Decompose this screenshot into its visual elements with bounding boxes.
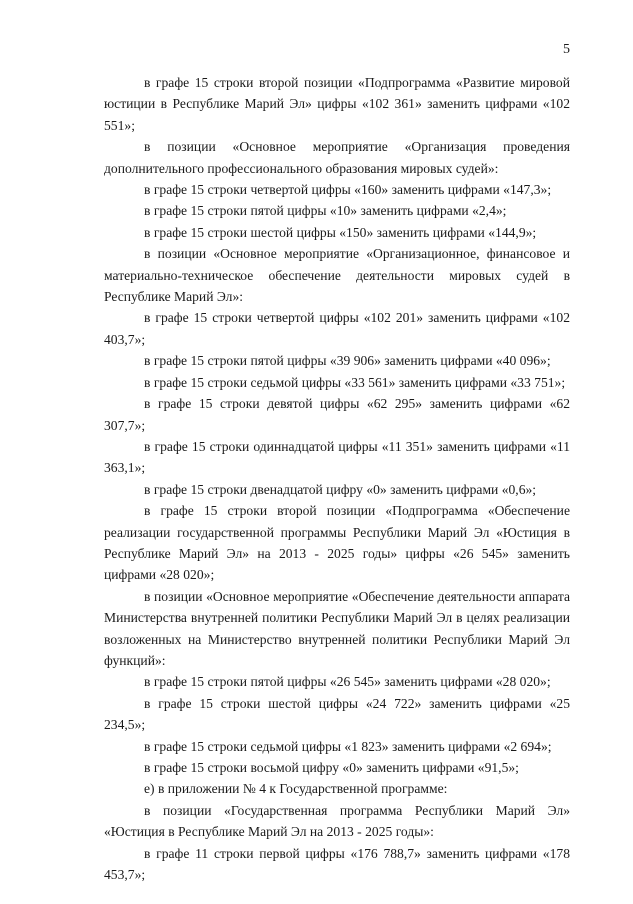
paragraph: в позиции «Основное мероприятие «Обеспечение деятельности аппарата Министерства внутренней политики Республики Марий Эл в целях реализации возложенных на Министерство внутренней политики Республики Марий Эл функций»: (104, 588, 570, 668)
paragraph: в графе 15 строки шестой цифры «24 722» заменить цифрами «25 234,5»; (104, 695, 570, 733)
paragraph: в графе 15 строки двенадцатой цифру «0» заменить цифрами «0,6»; (144, 481, 537, 497)
paragraph: в графе 15 строки четвертой цифры «102 201» заменить цифрами «102 403,7»; (104, 310, 570, 347)
paragraph: в позиции «Государственная программа Республики Марий Эл» «Юстиция в Республике Марий Эл на 2013 - 2025 годы»: (104, 802, 570, 840)
paragraph: в графе 11 строки первой цифры «176 788,7» заменить цифрами «178 453,7»; (104, 845, 570, 883)
paragraph: в графе 15 строки четвертой цифры «160» заменить цифрами «147,3»; (144, 182, 552, 198)
paragraph: в графе 15 строки второй позиции «Подпрограмма «Обеспечение реализации государственной программы Республики Марий Эл «Юстиция в Республике Марий Эл» на 2013 - 2025 годы» цифры «26 545» заменить цифрами «28 020»; (104, 503, 570, 583)
paragraph: в графе 15 строки седьмой цифры «33 561» заменить цифрами «33 751»; (144, 374, 566, 390)
paragraph: в графе 15 строки девятой цифры «62 295» заменить цифрами «62 307,7»; (104, 396, 570, 433)
paragraph: в графе 15 строки второй позиции «Подпрограмма «Развитие мировой юстиции в Республике Марий Эл» цифры «102 361» заменить цифрами «102 551»; (104, 75, 570, 133)
paragraph: в графе 15 строки пятой цифры «39 906» заменить цифрами «40 096»; (144, 353, 551, 369)
page-number: 5 (563, 42, 570, 57)
paragraph: е) в приложении № 4 к Государственной программе: (144, 781, 448, 797)
paragraph: в графе 15 строки седьмой цифры «1 823» заменить цифрами «2 694»; (144, 738, 552, 754)
document-body (104, 72, 570, 885)
paragraph: в позиции «Основное мероприятие «Организация проведения дополнительного профессионального образования мировых судей»: (104, 139, 570, 176)
paragraph: в графе 15 строки одиннадцатой цифры «11 351» заменить цифрами «11 363,1»; (104, 438, 570, 476)
paragraph: в графе 15 строки пятой цифры «10» заменить цифрами «2,4»; (144, 203, 507, 219)
paragraph: в графе 15 строки пятой цифры «26 545» заменить цифрами «28 020»; (144, 674, 551, 690)
paragraph: в позиции «Основное мероприятие «Организационное, финансовое и материально-техническое обеспечение деятельности мировых судей в Республике Марий Эл»: (104, 246, 570, 305)
paragraph: в графе 15 строки восьмой цифру «0» заменить цифрами «91,5»; (144, 760, 519, 775)
paragraph: в графе 15 строки шестой цифры «150» заменить цифрами «144,9»; (144, 224, 537, 240)
